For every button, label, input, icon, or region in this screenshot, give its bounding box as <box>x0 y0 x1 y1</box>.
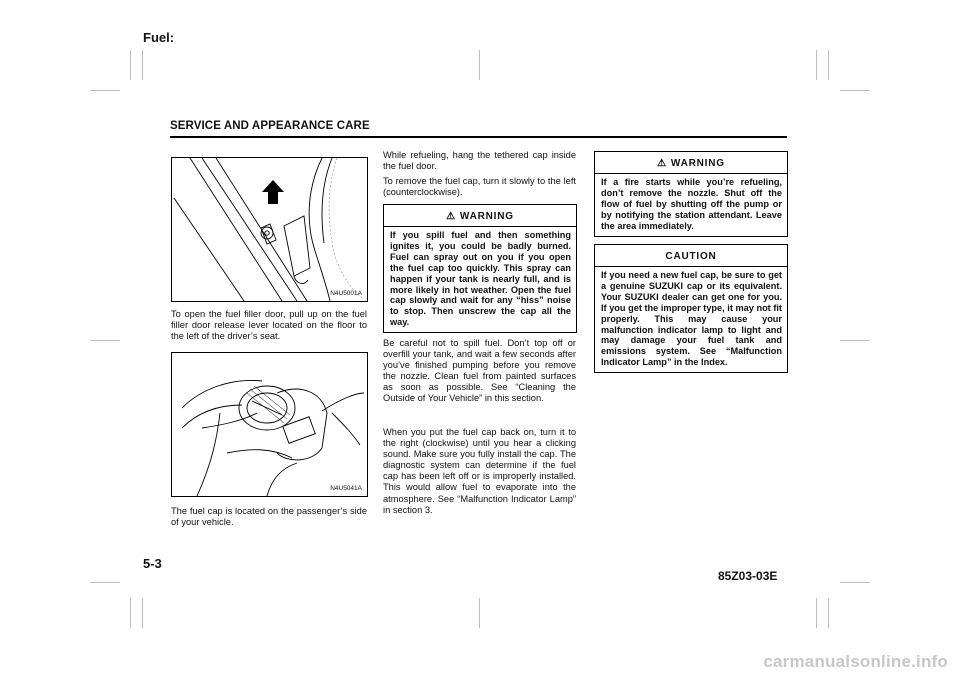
chapter-heading: Fuel: <box>143 30 175 45</box>
document-code: 85Z03-03E <box>718 569 778 583</box>
fuel-door-lever-illustration <box>172 158 367 301</box>
fuel-cap-illustration <box>172 353 367 496</box>
crop-mark <box>816 50 817 80</box>
paragraph: Be careful not to spill fuel. Don’t top off or overfill your tank, and wait a few seconds after you’ve finished pumping before you remove the nozzle. Clean fuel from painted surfaces as soon as possible. See “Cleaning the Outside of Your Vehicle” in this section. <box>383 338 576 404</box>
crop-mark <box>828 50 829 80</box>
fuel-door-lever-figure <box>171 157 368 302</box>
warning-text: If a fire starts while you’re refueling, don’t remove the nozzle. Shut off the flow of fuel by shutting off the pump or by notifying the station attendant. Leave the area immediately. <box>601 177 782 231</box>
crop-mark <box>840 340 870 341</box>
crop-mark <box>840 90 870 91</box>
crop-mark <box>828 598 829 628</box>
crop-mark <box>130 50 131 80</box>
crop-mark <box>816 598 817 628</box>
warning-title <box>384 205 576 227</box>
warning-title-text: WARNING <box>459 211 514 222</box>
crop-mark <box>90 90 120 91</box>
warning-title <box>595 152 787 174</box>
warning-box <box>383 204 577 333</box>
crop-mark <box>479 50 480 80</box>
section-heading: SERVICE AND APPEARANCE CARE <box>170 120 370 132</box>
caution-text: If you need a new fuel cap, be sure to get a genuine SUZUKI cap or its equivalent. Your SUZUKI dealer can get one for you. If you get the improper type, it may not fit properly. This may cause your malfunction indicator lamp to light and may damage your fuel tank and emissions system. See “Malfunction Indicator Lamp” in the Index. <box>601 270 782 368</box>
paragraph: The fuel cap is located on the passenger’s side of your vehicle. <box>171 506 367 528</box>
header-rule <box>170 136 787 138</box>
figure-label: N4U5001A <box>330 290 362 297</box>
watermark: carmanualsonline.info <box>763 652 948 671</box>
warning-title-text: WARNING <box>670 158 725 169</box>
crop-mark <box>90 340 120 341</box>
paragraph: While refueling, hang the tethered cap inside the fuel door. <box>383 150 576 172</box>
page-number: 5-3 <box>143 556 162 571</box>
crop-mark <box>142 598 143 628</box>
paragraph: When you put the fuel cap back on, turn it to the right (clockwise) until you hear a clicking sound. Make sure you fully install the cap. The diagnostic system can determine if the fuel cap has been left off or is improperly installed. This would allow fuel to evaporate into the atmosphere. See “Malfunction Indicator Lamp” in section 3. <box>383 427 576 515</box>
warning-box <box>594 151 788 237</box>
warning-text: If you spill fuel and then something ignites it, you could be badly burned. Fuel can spray out on you if you open the fuel cap too quickly. This spray can happen if your tank is nearly full, and is more likely in hot weather. Open the fuel cap slowly and wait for any “hiss” noise to stop. Then unscrew the cap all the way. <box>390 230 571 328</box>
fuel-cap-figure <box>171 352 368 497</box>
caution-box <box>594 244 788 373</box>
caution-title: CAUTION <box>595 245 787 267</box>
crop-mark <box>479 598 480 628</box>
warning-triangle-icon: ⚠ <box>446 211 456 222</box>
crop-mark <box>142 50 143 80</box>
warning-triangle-icon: ⚠ <box>657 158 667 169</box>
paragraph: To open the fuel filler door, pull up on the fuel filler door release lever located on the floor to the left of the driver’s seat. <box>171 309 367 342</box>
crop-mark <box>130 598 131 628</box>
figure-label: N4U5041A <box>330 485 362 492</box>
crop-mark <box>90 582 120 583</box>
crop-mark <box>840 582 870 583</box>
paragraph: To remove the fuel cap, turn it slowly to the left (counterclockwise). <box>383 176 576 198</box>
